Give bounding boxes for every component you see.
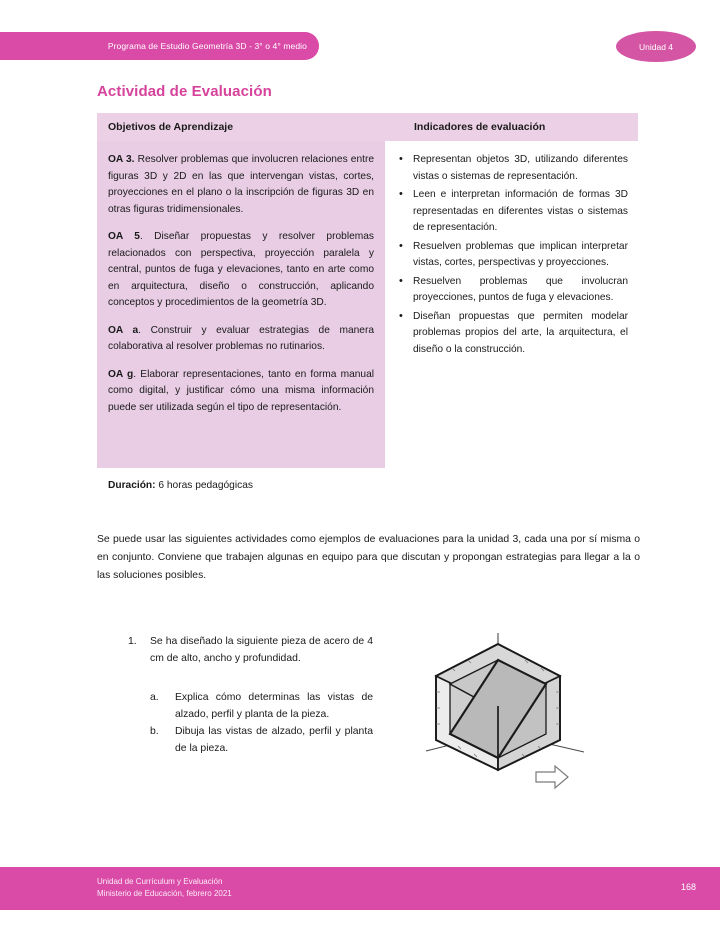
objetivo-item [108, 367, 374, 417]
subitem-label: a. [150, 691, 159, 703]
objetivo-item [108, 229, 374, 312]
objetivo-code: OA 5 [108, 231, 140, 243]
column-header-indicadores: Indicadores de evaluación [414, 121, 546, 133]
objetivo-text: . Diseñar propuestas y resolver problemas relacionados con perspectiva, proyección paralela y central, puntos de fuga y elevaciones, tanto en arte como en arquitectura, diseño o construcción, aplicando conceptos y procedimientos de la geometría 3D. [108, 231, 374, 309]
subitem-text: Explica cómo determinas las vistas de alzado, perfil y planta de la pieza. [175, 691, 373, 720]
subitem-text: Dibuja las vistas de alzado, perfil y planta de la pieza. [175, 726, 373, 755]
objetivo-text: . Elaborar representaciones, tanto en forma manual como digital, y justificar cómo una misma información puede ser utilizada según el tipo de representación. [108, 368, 374, 413]
objetivo-code: OA g [108, 368, 134, 380]
footer-credits [97, 876, 232, 901]
objetivo-item [108, 152, 374, 218]
unit-badge [616, 31, 696, 62]
list-item: • Representan objetos 3D, utilizando diferentes vistas o sistemas de representación. [413, 152, 628, 185]
exercise-number: 1. [128, 636, 137, 647]
exercise-block [128, 634, 373, 759]
exercise-subitem [150, 690, 373, 724]
figure-isometric-cube [412, 618, 622, 813]
direction-arrow-icon [536, 766, 568, 788]
isometric-cube-svg [412, 618, 622, 813]
page-number: 168 [680, 882, 696, 892]
exercise-subitems [128, 690, 373, 758]
footer-line-2: Ministerio de Educación, febrero 2021 [97, 889, 232, 899]
table-header-row [97, 113, 638, 141]
duration-value: 6 horas pedagógicas [155, 480, 253, 491]
list-item: • Resuelven problemas que implican interpretar vistas, cortes, perspectivas y proyecciones. [413, 239, 628, 272]
duration-label: Duración: [108, 480, 156, 491]
indicadores-list [389, 152, 628, 358]
list-item: • Leen e interpretan información de formas 3D representadas en diferentes vistas o sistemas de representación. [413, 187, 628, 237]
exercise-statement: Se ha diseñado la siguiente pieza de acero de 4 cm de alto, ancho y profundidad. [150, 636, 373, 664]
objetivo-item [108, 323, 374, 356]
table-body-row [97, 141, 638, 468]
indicadores-cell [385, 141, 638, 468]
exercise-item [128, 634, 373, 668]
duration-line [108, 480, 253, 491]
subitem-label: b. [150, 726, 159, 738]
footer-band [0, 867, 720, 910]
header-band-title: Programa de Estudio Geometría 3D - 3° o 4° medio [107, 41, 307, 51]
list-item: • Diseñan propuestas que permiten modelar problemas propios del arte, la arquitectura, el diseño o la construcción. [413, 309, 628, 359]
objectives-indicators-table [97, 113, 638, 468]
column-header-objetivos: Objetivos de Aprendizaje [108, 121, 234, 133]
objetivos-cell [97, 141, 385, 468]
intro-paragraph: Se puede usar las siguientes actividades como ejemplos de evaluaciones para la unidad 3, cada una por sí misma o en conjunto. Conviene que trabajen algunas en equipo para que discutan y propongan estrategias para llegar a la o las soluciones posibles. [97, 534, 640, 581]
objetivo-text: Resolver problemas que involucren relaciones entre figuras 3D y 2D en las que intervengan vistas, cortes, proyecciones en el plano o la inscripción de figuras 3D en otras figuras tridimensionales. [108, 154, 374, 215]
unit-badge-label: Unidad 4 [638, 41, 674, 52]
objetivo-code: OA 3. [108, 154, 135, 165]
objetivo-text: . Construir y evaluar estrategias de manera colaborativa al resolver problemas no rutinarios. [108, 324, 374, 353]
page-title: Actividad de Evaluación [97, 83, 272, 100]
list-item: • Resuelven problemas que involucran proyecciones, puntos de fuga y elevaciones. [413, 274, 628, 307]
footer-line-1: Unidad de Currículum y Evaluación [97, 877, 223, 886]
exercise-subitem [150, 724, 373, 758]
objetivo-code: OA a [108, 324, 139, 336]
header-band [0, 32, 319, 60]
